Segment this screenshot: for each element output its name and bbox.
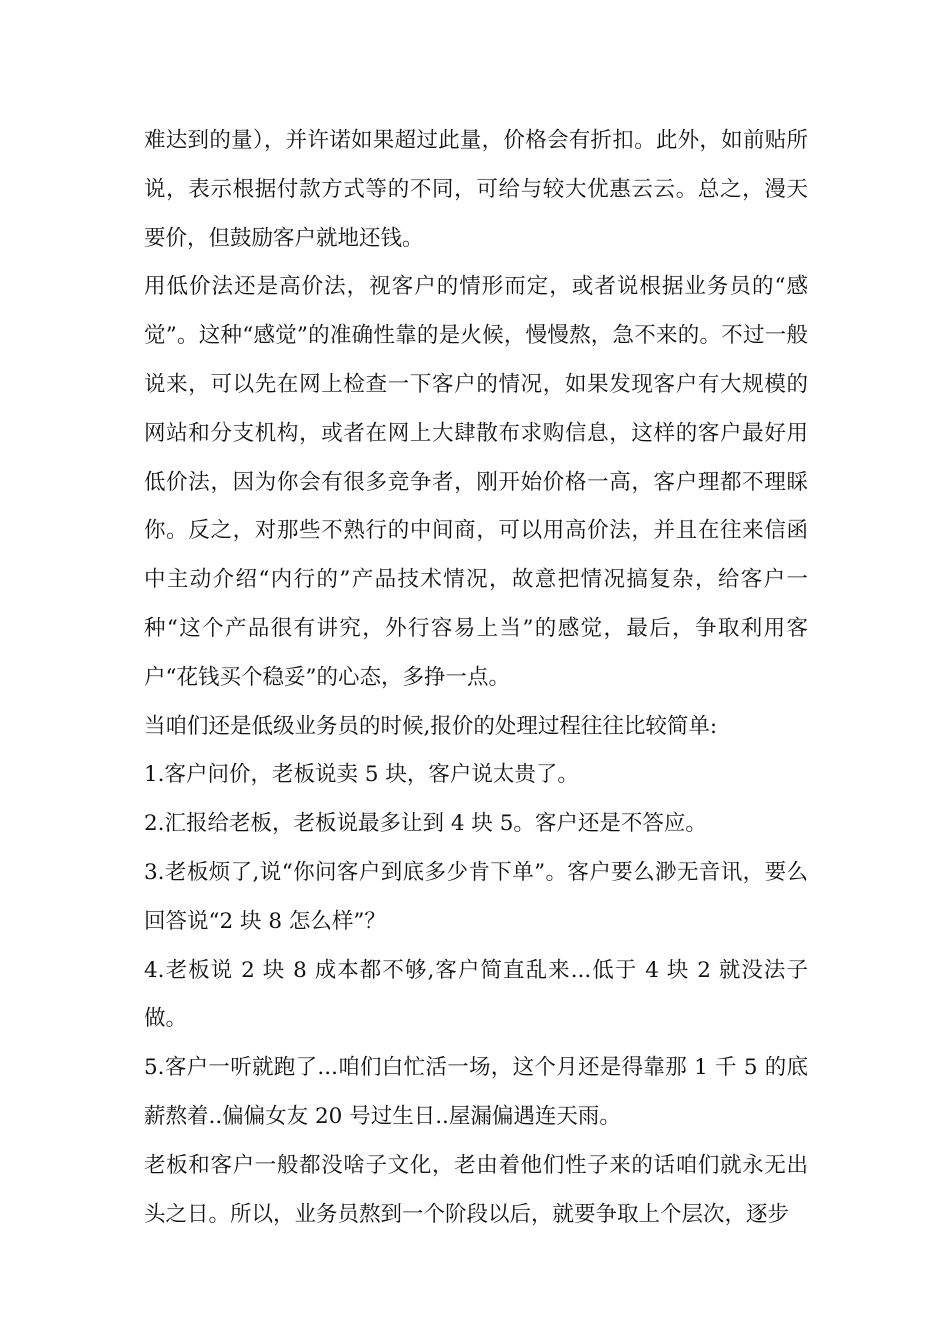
list-item-step-4: 4.老板说 2 块 8 成本都不够,客户简直乱来...低于 4 块 2 就没法子做。 (144, 957, 808, 1032)
list-item-step-5: 5.客户一听就跑了...咱们白忙活一场，这个月还是得靠那 1 千 5 的底薪熬着..偏偏女友 20 号过生日..屋漏偏遇连天雨。 (144, 1055, 808, 1129)
list-item-step-3: 3.老板烦了,说“你问客户到底多少肯下单”。客户要么渺无音讯，要么回答说“2 块 8 怎么样”？ (144, 859, 808, 934)
paragraph-junior-salesperson: 当咱们还是低级业务员的时候,报价的处理过程往往比较简单: (144, 713, 718, 739)
list-item-step-2: 2.汇报给老板，老板说最多让到 4 块 5。客户还是不答应。 (144, 811, 707, 837)
paragraph-boss-and-client: 老板和客户一般都没啥子文化，老由着他们性子来的话咱们就永无出头之日。所以，业务员熬到一个阶段以后，就要争取上个层次，逐步 (144, 1152, 808, 1227)
paragraph-low-vs-high-price: 用低价法还是高价法，视客户的情形而定，或者说根据业务员的“感觉”。这种“感觉”的准确性靠的是火候，慢慢熬，急不来的。不过一般说来，可以先在网上检查一下客户的情况，如果发现客户有大规模的网站和分支机构，或者在网上大肆散布求购信息，这样的客户最好用低价法，因为你会有很多竞争者，刚开始价格一高，客户理都不理睬你。反之，对那些不熟行的中间商，可以用高价法，并且在往来信函中主动介绍“内行的”产品技术情况，故意把情况搞复杂，给客户一种“这个产品很有讲究，外行容易上当”的感觉，最后，争取利用客户“花钱买个稳妥”的心态，多挣一点。 (144, 274, 808, 690)
list-item-step-1: 1.客户问价，老板说卖 5 块，客户说太贵了。 (144, 762, 579, 788)
document-body (144, 117, 808, 1239)
paragraph-pricing-discount: 难达到的量），并许诺如果超过此量，价格会有折扣。此外，如前贴所说，表示根据付款方式等的不同，可给与较大优惠云云。总之，漫天要价，但鼓励客户就地还钱。 (144, 128, 808, 251)
